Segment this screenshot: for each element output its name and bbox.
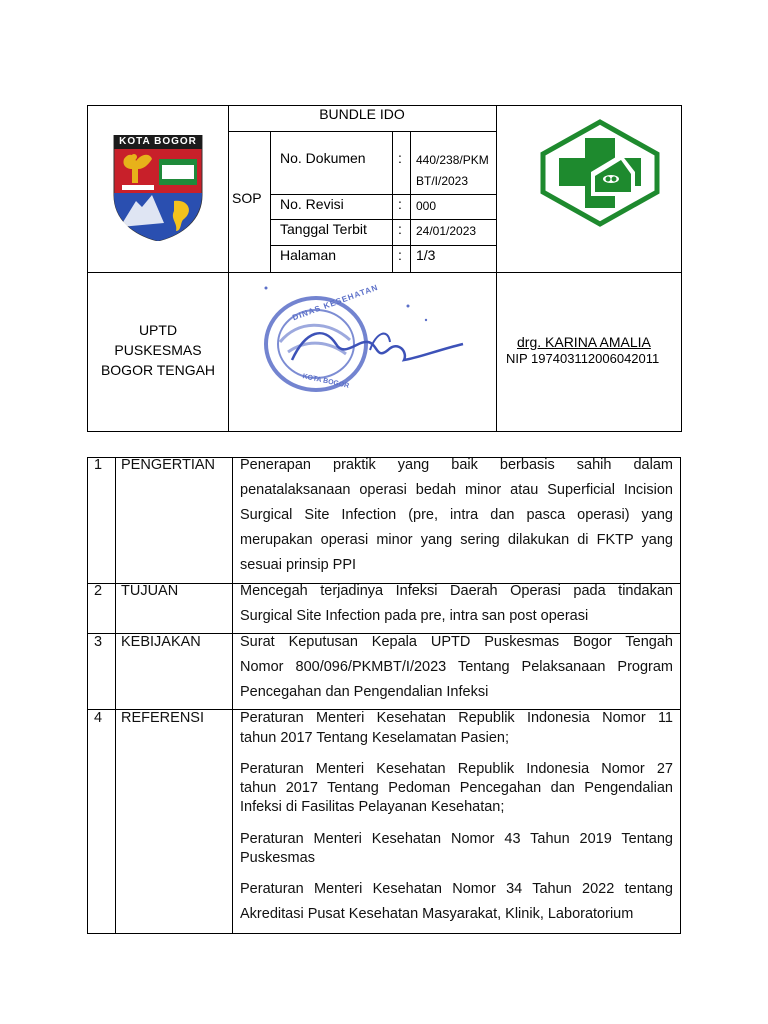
reference-line: Peraturan Menteri Kesehatan Nomor 43 Tahun 2019 Tentang xyxy=(240,831,673,847)
field-value-no-dokumen-2: BT/I/2023 xyxy=(416,174,469,188)
row-label: REFERENSI xyxy=(121,710,204,726)
puskesmas-cross-icon xyxy=(539,118,661,228)
reference-line: Akreditasi Pusat Kesehatan Masyarakat, Klinik, Laboratorium xyxy=(240,906,634,922)
row-label: PENGERTIAN xyxy=(121,457,216,473)
reference-line: Infeksi di Fasilitas Pelayanan Kesehatan; xyxy=(240,799,505,815)
field-label-no-revisi: No. Revisi xyxy=(280,196,344,212)
field-sep: : xyxy=(398,221,402,237)
field-sep: : xyxy=(398,196,402,212)
row-number: 2 xyxy=(94,583,103,599)
reference-line: Peraturan Menteri Kesehatan Republik Indonesia Nomor 27 xyxy=(240,761,673,777)
row-text-line: merupakan operasi minor yang sering dilakukan di FKTP yang xyxy=(240,532,673,548)
row-number: 3 xyxy=(94,634,103,650)
row-text-line: Penerapan praktik yang baik berbasis sahih dalam xyxy=(240,457,673,473)
row-text-line: sesuai prinsip PPI xyxy=(240,557,357,573)
row-text-line: Nomor 800/096/PKMBT/I/2023 Tentang Pelaksanaan Program xyxy=(240,659,673,675)
logo-left-text: KOTA BOGOR xyxy=(119,136,197,147)
row-label: KEBIJAKAN xyxy=(121,634,201,650)
row-text-line: Mencegah terjadinya Infeksi Daerah Operasi pada tindakan xyxy=(240,583,673,599)
row-text-line: Pencegahan dan Pengendalian Infeksi xyxy=(240,684,489,700)
field-value-no-dokumen-1: 440/238/PKM xyxy=(416,153,489,167)
row-text-line: Surgical Site Infection pada pre, intra san post operasi xyxy=(240,608,589,624)
bundle-title: BUNDLE IDO xyxy=(319,106,405,122)
row-number: 1 xyxy=(94,457,103,473)
stamp-text-bottom: KOTA BOGOR xyxy=(301,373,350,390)
field-sep: : xyxy=(398,247,402,263)
field-value-tanggal-terbit: 24/01/2023 xyxy=(416,224,477,238)
signer-name: drg. KARINA AMALIA xyxy=(517,334,651,350)
row-number: 4 xyxy=(94,710,103,726)
field-label-tanggal-terbit: Tanggal Terbit xyxy=(280,221,367,237)
official-stamp-icon xyxy=(258,280,478,410)
sop-label: SOP xyxy=(232,190,262,206)
reference-line: Peraturan Menteri Kesehatan Republik Indonesia Nomor 11 xyxy=(240,710,673,726)
org-line-3: BOGOR TENGAH xyxy=(100,362,216,378)
stamp-signature xyxy=(258,280,478,410)
field-label-no-dokumen: No. Dokumen xyxy=(280,150,366,166)
field-value-no-revisi: 000 xyxy=(416,199,437,213)
reference-line: tahun 2017 Tentang Keselamatan Pasien; xyxy=(240,730,509,746)
org-line-2: PUSKESMAS xyxy=(114,342,202,358)
field-label-halaman: Halaman xyxy=(280,247,337,263)
org-line-1: UPTD xyxy=(138,322,178,338)
signer-nip: NIP 197403112006042011 xyxy=(506,351,660,366)
reference-line: Peraturan Menteri Kesehatan Nomor 34 Tahun 2022 tentang xyxy=(240,881,673,897)
kota-bogor-emblem-icon xyxy=(112,135,204,241)
row-text-line: Surgical Site Infection (pre, intra dan pasca operasi) yang xyxy=(240,507,673,523)
reference-line: tahun 2017 Tentang Pedoman Pencegahan dan Pengendalian xyxy=(240,780,673,796)
field-value-halaman: 1/3 xyxy=(416,247,436,263)
row-text-line: penatalaksanaan operasi bedah minor atau Superficial Incision xyxy=(240,482,673,498)
field-sep: : xyxy=(398,150,402,166)
stamp-text-top: DINAS KESEHATAN xyxy=(291,282,380,323)
puskesmas-logo xyxy=(539,118,661,228)
kota-bogor-logo xyxy=(112,135,204,241)
row-label: TUJUAN xyxy=(121,583,179,599)
reference-line: Puskesmas xyxy=(240,850,315,866)
row-text-line: Surat Keputusan Kepala UPTD Puskesmas Bogor Tengah xyxy=(240,634,673,650)
